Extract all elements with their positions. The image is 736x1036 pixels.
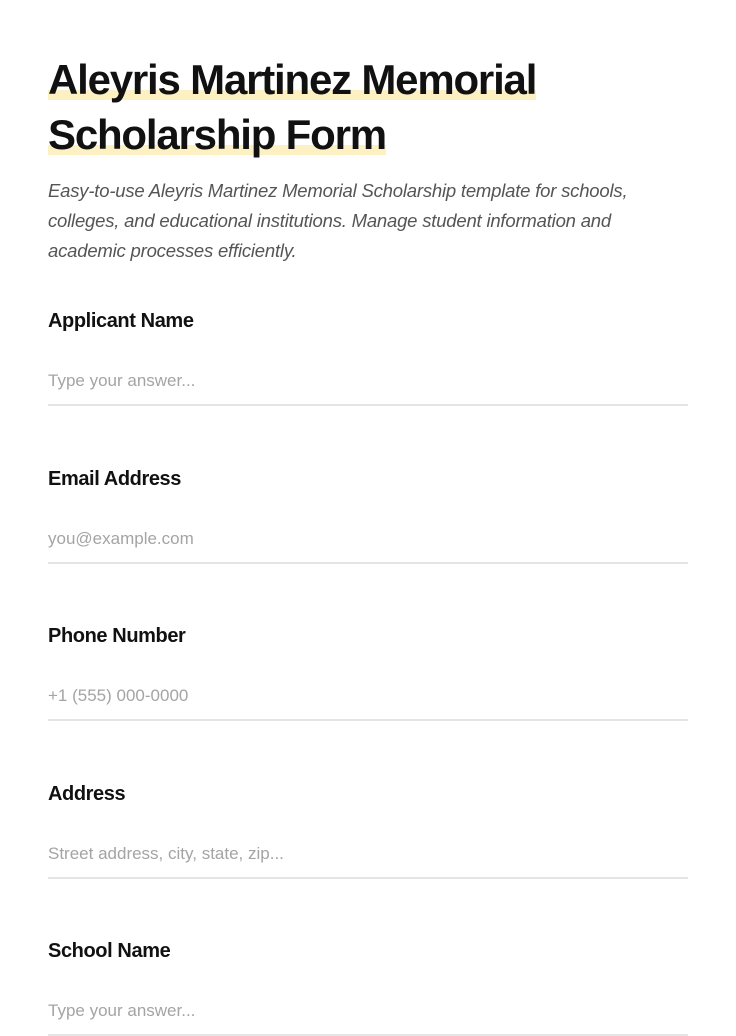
field-phone-number: [48, 623, 688, 721]
phone-number-input[interactable]: [48, 685, 688, 721]
field-label: Address: [48, 783, 126, 805]
form-title: [48, 52, 608, 162]
field-label: Phone Number: [48, 625, 186, 647]
field-label: Email Address: [48, 468, 182, 490]
address-input[interactable]: [48, 843, 688, 879]
field-label: Applicant Name: [48, 310, 194, 332]
field-address: [48, 781, 688, 879]
field-email-address: [48, 466, 688, 564]
applicant-name-input[interactable]: [48, 370, 688, 406]
email-address-input[interactable]: [48, 528, 688, 564]
form-title-text: Aleyris Martinez Memorial Scholarship Form: [48, 56, 537, 158]
field-applicant-name: [48, 308, 688, 406]
school-name-input[interactable]: [48, 1000, 688, 1036]
field-school-name: [48, 938, 688, 1036]
field-label: School Name: [48, 940, 171, 962]
form-description: Easy-to-use Aleyris Martinez Memorial Scholarship template for schools, colleges, and educational institutions. Manage student information and academic processes efficiently.: [48, 180, 628, 261]
